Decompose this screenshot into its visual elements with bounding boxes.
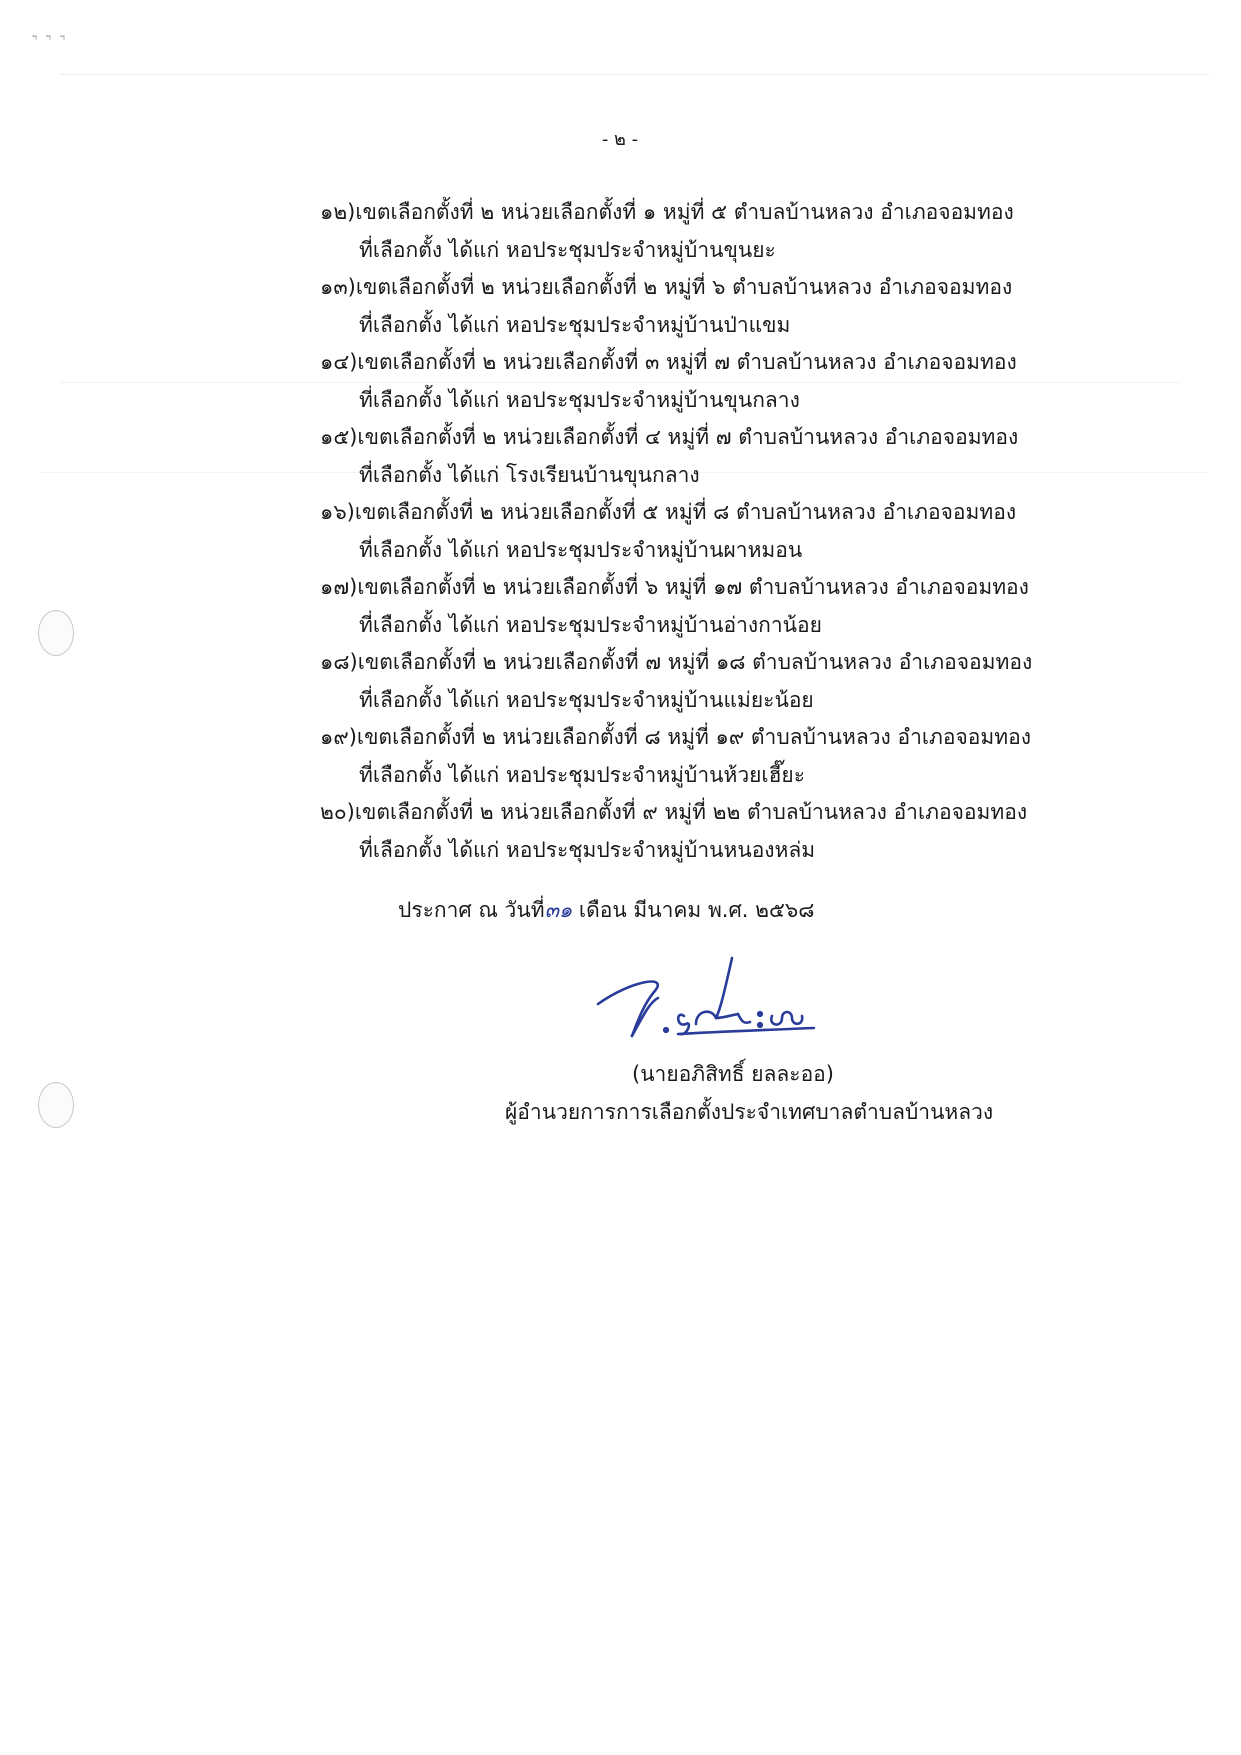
list-item	[320, 794, 1040, 869]
entry-location-line: ที่เลือกตั้ง ได้แก่ หอประชุมประจำหมู่บ้านหนองหล่ม	[359, 837, 816, 862]
scan-marks: ฯ ฯ ฯ	[32, 33, 68, 43]
entry-district-line: ๑๓)เขตเลือกตั้งที่ ๒ หน่วยเลือกตั้งที่ ๒ หมู่ที่ ๖ ตำบลบ้านหลวง อำเภอจอมทอง	[320, 275, 1013, 299]
entry-district-line: ๑๕)เขตเลือกตั้งที่ ๒ หน่วยเลือกตั้งที่ ๔ หมู่ที่ ๗ ตำบลบ้านหลวง อำเภอจอมทอง	[320, 425, 1019, 449]
list-item	[320, 194, 1040, 269]
entry-district-line: ๑๒)เขตเลือกตั้งที่ ๒ หน่วยเลือกตั้งที่ ๑ หมู่ที่ ๕ ตำบลบ้านหลวง อำเภอจอมทอง	[320, 200, 1014, 224]
scan-artifact-line	[60, 74, 1210, 75]
entry-location-line: ที่เลือกตั้ง ได้แก่ หอประชุมประจำหมู่บ้านห้วยเฮี๊ยะ	[359, 762, 806, 787]
punch-hole	[38, 1082, 74, 1128]
announcement-prefix: ประกาศ ณ วันที่	[398, 898, 545, 922]
signer-title: ผู้อำนวยการการเลือกตั้งประจำเทศบาลตำบลบ้านหลวง	[505, 1100, 994, 1124]
page-number: - ๒ -	[601, 129, 639, 150]
entry-location-line: ที่เลือกตั้ง ได้แก่ หอประชุมประจำหมู่บ้านขุนยะ	[359, 237, 776, 262]
announcement-date	[398, 892, 814, 928]
entry-district-line: ๑๗)เขตเลือกตั้งที่ ๒ หน่วยเลือกตั้งที่ ๖ หมู่ที่ ๑๗ ตำบลบ้านหลวง อำเภอจอมทอง	[320, 575, 1029, 599]
entry-district-line: ๒๐)เขตเลือกตั้งที่ ๒ หน่วยเลือกตั้งที่ ๙ หมู่ที่ ๒๒ ตำบลบ้านหลวง อำเภอจอมทอง	[320, 800, 1028, 824]
entry-location-line: ที่เลือกตั้ง ได้แก่ หอประชุมประจำหมู่บ้านผาหมอน	[359, 537, 803, 562]
list-item	[320, 644, 1040, 719]
list-item	[320, 269, 1040, 344]
entry-location-line: ที่เลือกตั้ง ได้แก่ หอประชุมประจำหมู่บ้านป่าแขม	[359, 312, 791, 337]
signer-name: (นายอภิสิทธิ์ ยลละออ)	[632, 1062, 834, 1086]
entry-district-line: ๑๖)เขตเลือกตั้งที่ ๒ หน่วยเลือกตั้งที่ ๕ หมู่ที่ ๘ ตำบลบ้านหลวง อำเภอจอมทอง	[320, 500, 1017, 524]
handwritten-day: ๓๑	[544, 898, 573, 922]
list-item	[320, 569, 1040, 644]
polling-station-list	[320, 194, 1040, 869]
entry-district-line: ๑๘)เขตเลือกตั้งที่ ๒ หน่วยเลือกตั้งที่ ๗ หมู่ที่ ๑๘ ตำบลบ้านหลวง อำเภอจอมทอง	[320, 650, 1033, 674]
entry-district-line: ๑๔)เขตเลือกตั้งที่ ๒ หน่วยเลือกตั้งที่ ๓ หมู่ที่ ๗ ตำบลบ้านหลวง อำเภอจอมทอง	[320, 350, 1017, 374]
announcement-suffix: เดือน มีนาคม พ.ศ. ๒๕๖๘	[572, 898, 815, 922]
entry-district-line: ๑๙)เขตเลือกตั้งที่ ๒ หน่วยเลือกตั้งที่ ๘ หมู่ที่ ๑๙ ตำบลบ้านหลวง อำเภอจอมทอง	[320, 725, 1031, 749]
entry-location-line: ที่เลือกตั้ง ได้แก่ หอประชุมประจำหมู่บ้านแม่ยะน้อย	[359, 687, 814, 712]
list-item	[320, 419, 1040, 494]
entry-location-line: ที่เลือกตั้ง ได้แก่ โรงเรียนบ้านขุนกลาง	[359, 462, 700, 487]
handwritten-signature	[592, 952, 822, 1044]
list-item	[320, 719, 1040, 794]
entry-location-line: ที่เลือกตั้ง ได้แก่ หอประชุมประจำหมู่บ้านขุนกลาง	[359, 387, 800, 412]
punch-hole	[38, 610, 74, 656]
list-item	[320, 494, 1040, 569]
entry-location-line: ที่เลือกตั้ง ได้แก่ หอประชุมประจำหมู่บ้านอ่างกาน้อย	[359, 612, 822, 637]
list-item	[320, 344, 1040, 419]
